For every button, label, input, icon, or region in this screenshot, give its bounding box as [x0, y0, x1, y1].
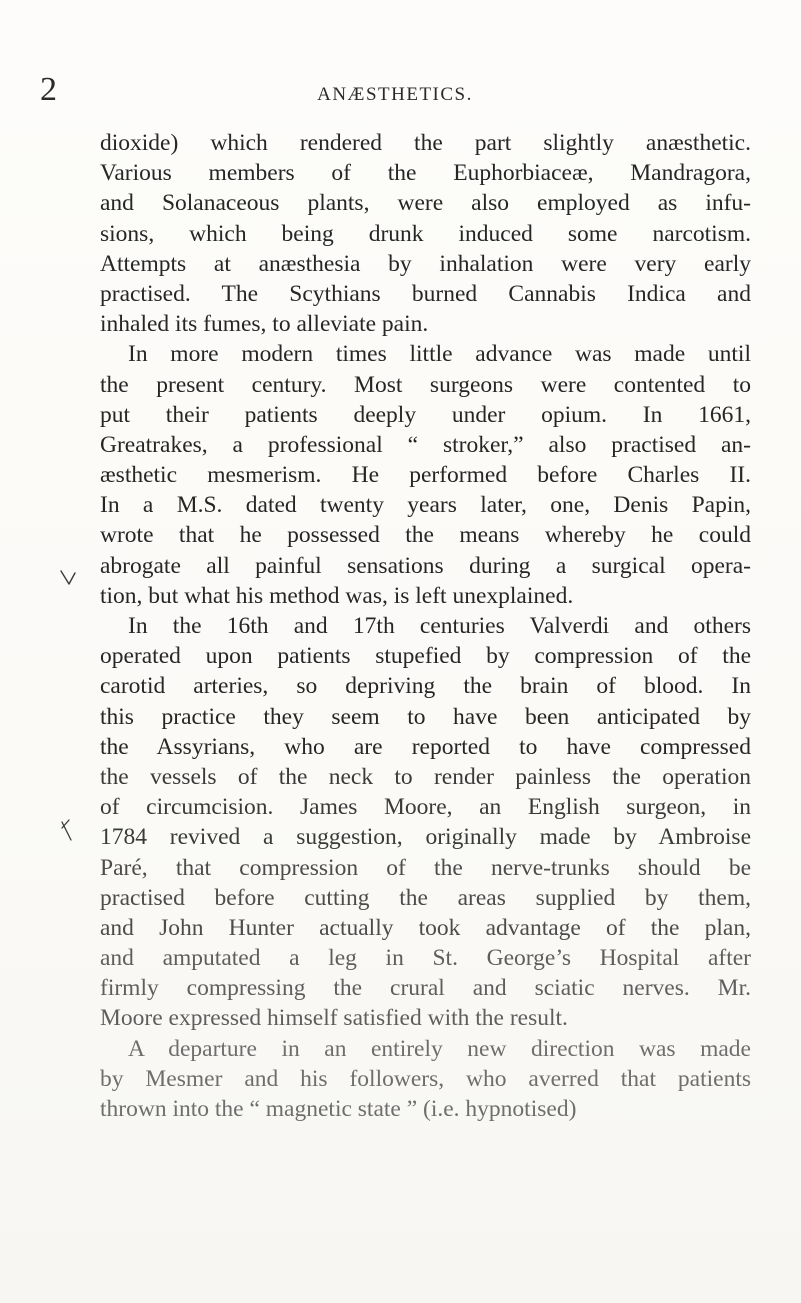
text-line: the vessels of the neck to render painless the operation	[100, 763, 751, 790]
text-line: carotid arteries, so depriving the brain of blood. In	[100, 673, 751, 700]
text-line: this practice they seem to have been anticipated by	[100, 703, 751, 730]
text-line: of circumcision. James Moore, an English surgeon, in	[100, 794, 751, 821]
text-line: 1784 revived a suggestion, originally made by Ambroise	[100, 824, 751, 851]
text-line: by Mesmer and his followers, who averred that patients	[100, 1065, 751, 1092]
text-line: Moore expressed himself satisfied with the result.	[100, 1005, 568, 1032]
text-line: practised. The Scythians burned Cannabis Indica and	[100, 280, 751, 307]
text-line: wrote that he possessed the means whereby he could	[100, 522, 751, 549]
body-text	[100, 128, 751, 1124]
text-line: dioxide) which rendered the part slightly anæsthetic.	[100, 130, 751, 156]
text-line: Paré, that compression of the nerve-trunks should be	[100, 854, 751, 881]
text-line: æsthetic mesmerism. He performed before Charles II.	[100, 462, 751, 489]
text-line: In a M.S. dated twenty years later, one, Denis Papin,	[100, 492, 751, 519]
text-line: the present century. Most surgeons were contented to	[100, 371, 751, 398]
text-line: operated upon patients stupefied by compression of the	[100, 643, 751, 670]
text-line: sions, which being drunk induced some narcotism.	[100, 220, 751, 247]
running-head	[40, 71, 750, 114]
pencil-mark-icon	[60, 568, 76, 592]
pencil-mark-icon	[60, 818, 76, 842]
text-line: thrown into the “ magnetic state ” (i.e. hypnotised)	[100, 1096, 577, 1122]
text-line: and Solanaceous plants, were also employed as infu-	[100, 190, 751, 217]
running-title: ANÆSTHETICS.	[317, 84, 473, 105]
text-line: and John Hunter actually took advantage of the plan,	[100, 914, 751, 941]
text-line: and amputated a leg in St. George’s Hospital after	[100, 945, 751, 972]
text-line: practised before cutting the areas supplied by them,	[100, 884, 751, 911]
text-line: In the 16th and 17th centuries Valverdi and others	[128, 613, 751, 639]
text-line: put their patients deeply under opium. In 1661,	[100, 401, 751, 428]
text-line: Various members of the Euphorbiaceæ, Mandragora,	[100, 160, 751, 187]
text-line: A departure in an entirely new direction was made	[128, 1035, 751, 1062]
text-line: inhaled its fumes, to alleviate pain.	[100, 311, 429, 338]
text-line: firmly compressing the crural and sciatic nerves. Mr.	[100, 975, 751, 1002]
text-line: the Assyrians, who are reported to have compressed	[100, 733, 751, 760]
text-line: tion, but what his method was, is left unexplained.	[100, 582, 574, 609]
text-line: Greatrakes, a professional “ stroker,” also practised an-	[100, 431, 751, 458]
page-number: 2	[40, 71, 57, 108]
text-line: In more modern times little advance was made until	[128, 341, 751, 368]
text-line: abrogate all painful sensations during a surgical opera-	[100, 552, 751, 579]
text-line: Attempts at anæsthesia by inhalation were very early	[100, 250, 751, 277]
